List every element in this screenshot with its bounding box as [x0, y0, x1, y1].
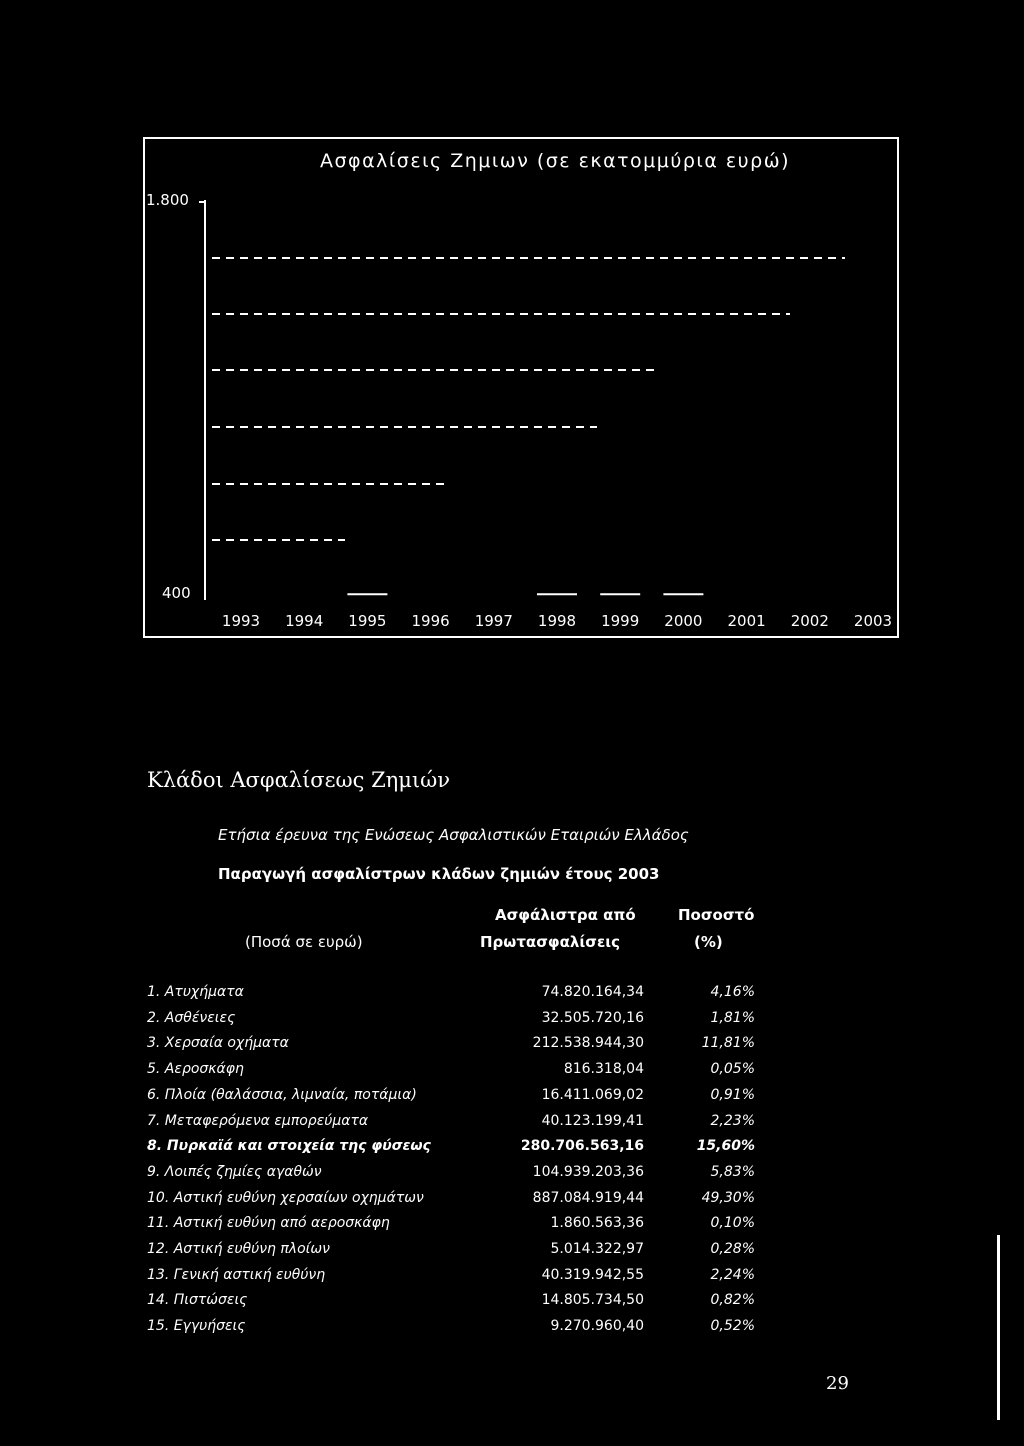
row-amount: 16.411.069,02	[541, 1086, 644, 1103]
row-amount: 816.318,04	[563, 1061, 644, 1078]
x-tick-label: 2003	[853, 612, 893, 630]
margin-rule	[997, 1235, 1000, 1420]
table-row	[147, 1190, 767, 1214]
section-heading: Κλάδοι Ασφαλίσεως Ζημιών	[147, 768, 451, 792]
row-percent: 2,24%	[710, 1266, 755, 1283]
row-category: 7. Μεταφερόμενα εμπορεύματα	[147, 1112, 369, 1129]
x-tick-label: 1996	[411, 612, 450, 630]
row-amount: 5.014.322,97	[550, 1241, 644, 1257]
row-percent: 0,05%	[710, 1061, 755, 1078]
row-amount: 14.805.734,50	[541, 1292, 644, 1309]
table-row	[147, 1138, 767, 1162]
row-amount: 280.706.563,16	[520, 1138, 644, 1155]
amounts-column-label: (Ποσά σε ευρώ)	[245, 933, 363, 951]
row-amount: 1.860.563,36	[550, 1215, 644, 1232]
x-tick-label: 1995	[348, 612, 387, 630]
row-percent: 0,10%	[710, 1215, 755, 1232]
row-percent: 2,23%	[710, 1112, 755, 1129]
chart-plot	[0, 0, 1024, 700]
table-row	[147, 1292, 767, 1316]
x-tick-label: 1998	[537, 612, 577, 630]
table-row	[147, 1241, 767, 1265]
row-amount: 9.270.960,40	[550, 1318, 644, 1335]
row-percent: 11,81%	[701, 1035, 755, 1052]
row-percent: 0,91%	[710, 1086, 755, 1103]
table-row	[147, 1113, 767, 1137]
row-percent: 49,30%	[701, 1189, 755, 1206]
x-tick-label: 1994	[285, 612, 324, 630]
table-row	[147, 1215, 767, 1239]
x-tick-label: 2000	[664, 612, 703, 630]
row-amount: 40.123.199,41	[541, 1112, 644, 1129]
row-percent: 0,82%	[710, 1292, 755, 1309]
table-row	[147, 1318, 767, 1342]
row-percent: 0,28%	[710, 1241, 755, 1257]
row-amount: 887.084.919,44	[532, 1189, 644, 1206]
x-tick-label: 1993	[221, 612, 261, 630]
row-category: 14. Πιστώσεις	[147, 1292, 248, 1309]
table-row	[147, 1010, 767, 1034]
percent-header-line2: (%)	[694, 933, 723, 951]
row-amount: 212.538.944,30	[532, 1035, 644, 1052]
y-tick-bottom: 400	[162, 584, 191, 602]
row-category: 1. Ατυχήματα	[147, 984, 244, 1000]
row-percent: 15,60%	[696, 1138, 755, 1155]
premiums-header-line2: Πρωτασφαλίσεις	[480, 933, 621, 951]
row-category: 9. Λοιπές ζημίες αγαθών	[147, 1163, 322, 1180]
row-category: 8. Πυρκαϊά και στοιχεία της φύσεως	[147, 1138, 431, 1155]
row-category: 10. Αστική ευθύνη χερσαίων οχημάτων	[147, 1189, 424, 1206]
table-row	[147, 984, 767, 1008]
row-percent: 4,16%	[710, 984, 755, 1000]
x-tick-label: 1997	[474, 612, 513, 630]
row-category: 13. Γενική αστική ευθύνη	[147, 1266, 326, 1283]
chart-title: Ασφαλίσεις Ζημιων (σε εκατομμύρια ευρώ)	[320, 150, 791, 172]
row-amount: 32.505.720,16	[541, 1009, 644, 1026]
production-title: Παραγωγή ασφαλίστρων κλάδων ζημιών έτους 2003	[218, 865, 660, 883]
table-row	[147, 1087, 767, 1111]
y-tick-top: 1.800	[146, 191, 189, 209]
table-row	[147, 1267, 767, 1291]
survey-subtitle: Ετήσια έρευνα της Ενώσεως Ασφαλιστικών Εταιριών Ελλάδος	[218, 826, 689, 844]
row-category: 6. Πλοία (θαλάσσια, λιμναία, ποτάμια)	[147, 1086, 417, 1103]
table-row	[147, 1061, 767, 1085]
row-category: 2. Ασθένειες	[147, 1009, 236, 1026]
row-category: 3. Χερσαία οχήματα	[147, 1035, 289, 1052]
row-amount: 74.820.164,34	[541, 984, 644, 1000]
table-row	[147, 1035, 767, 1059]
row-category: 5. Αεροσκάφη	[147, 1061, 244, 1078]
row-percent: 0,52%	[710, 1318, 755, 1335]
row-amount: 40.319.942,55	[541, 1266, 644, 1283]
row-amount: 104.939.203,36	[532, 1163, 644, 1180]
row-category: 12. Αστική ευθύνη πλοίων	[147, 1241, 330, 1257]
x-tick-label: 2001	[727, 612, 766, 630]
page-number: 29	[826, 1373, 849, 1394]
x-tick-label: 1999	[601, 612, 640, 630]
percent-header-line1: Ποσοστό	[678, 906, 755, 924]
row-percent: 1,81%	[710, 1009, 755, 1026]
row-category: 15. Εγγυήσεις	[147, 1318, 246, 1335]
table-row	[147, 1164, 767, 1188]
row-percent: 5,83%	[710, 1163, 755, 1180]
x-tick-label: 2002	[790, 612, 829, 630]
premiums-header-line1: Ασφάλιστρα από	[495, 906, 636, 924]
row-category: 11. Αστική ευθύνη από αεροσκάφη	[147, 1215, 390, 1232]
